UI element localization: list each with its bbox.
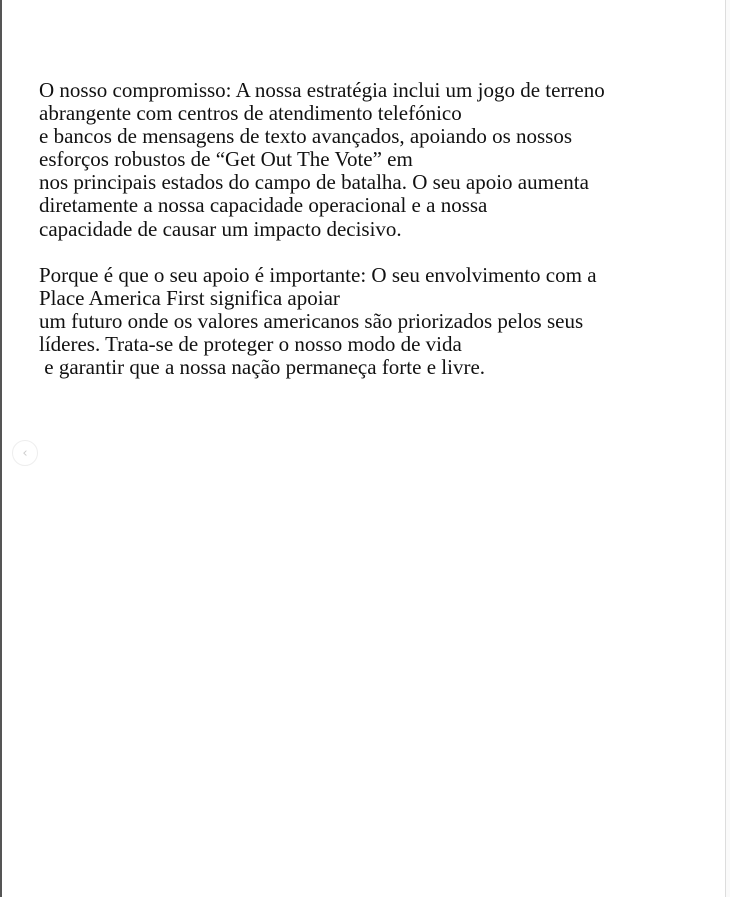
post-text bbox=[39, 79, 719, 402]
text-line: e garantir que a nossa nação permaneça forte e livre. bbox=[39, 355, 486, 380]
paragraph-commitment bbox=[39, 79, 719, 241]
text-line: capacidade de causar um impacto decisivo. bbox=[39, 216, 402, 241]
text-line: Porque é que o seu apoio é importante: O seu envolvimento com a bbox=[39, 262, 597, 287]
right-pane bbox=[726, 0, 730, 897]
text-line: e bancos de mensagens de texto avançados, apoiando os nossos bbox=[39, 124, 573, 149]
chevron-left-icon: ‹ bbox=[22, 445, 28, 461]
text-line: nos principais estados do campo de batalha. O seu apoio aumenta bbox=[39, 170, 589, 195]
text-line: um futuro onde os valores americanos são priorizados pelos seus bbox=[39, 308, 584, 333]
paragraph-importance bbox=[39, 264, 719, 379]
text-line: esforços robustos de “Get Out The Vote” em bbox=[39, 147, 413, 172]
left-border bbox=[0, 0, 2, 897]
text-line: abrangente com centros de atendimento telefónico bbox=[39, 101, 462, 126]
text-line: Place America First significa apoiar bbox=[39, 285, 340, 310]
text-line: diretamente a nossa capacidade operacional e a nossa bbox=[39, 193, 488, 218]
previous-button[interactable] bbox=[12, 440, 38, 466]
text-line: O nosso compromisso: A nossa estratégia inclui um jogo de terreno bbox=[39, 78, 605, 102]
text-line: líderes. Trata-se de proteger o nosso modo de vida bbox=[39, 331, 462, 356]
